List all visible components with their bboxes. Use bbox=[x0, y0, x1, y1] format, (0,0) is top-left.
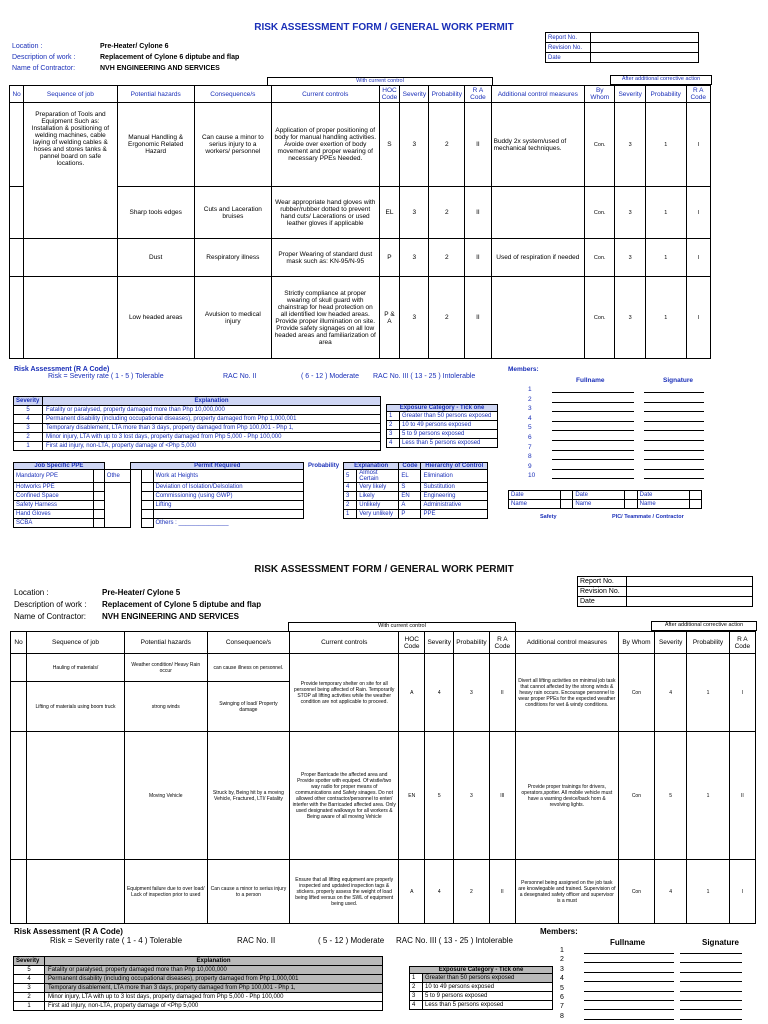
sequence-cell: Lifting of materials using boom truck bbox=[27, 682, 125, 732]
severity-table bbox=[13, 956, 383, 1011]
member-signature-field[interactable] bbox=[680, 953, 742, 954]
col-probability: Probability bbox=[454, 632, 490, 654]
ra-section bbox=[14, 927, 554, 947]
date-label: Date bbox=[546, 53, 591, 63]
ra-moderate: ( 5 - 12 ) Moderate bbox=[318, 936, 385, 945]
probability-text: Almost Certain bbox=[357, 470, 399, 483]
exposure-option[interactable]: 5 to 9 persons exposed bbox=[423, 992, 553, 1001]
pic-label: PIC/ Teammate / Contractor bbox=[612, 514, 684, 520]
severity-num: 5 bbox=[14, 966, 45, 975]
by-whom-cell: Con bbox=[618, 860, 654, 924]
date-label: Date bbox=[637, 491, 689, 500]
ra-after-cell: I bbox=[729, 860, 755, 924]
member-number: 7 bbox=[560, 1003, 564, 1011]
col-additional: Additional control measures bbox=[491, 86, 584, 103]
exposure-option[interactable]: Less than 5 persons exposed bbox=[423, 1001, 553, 1010]
ppe-item: SCBA bbox=[14, 519, 94, 528]
col-probability-after: Probability bbox=[645, 86, 686, 103]
ra-after-cell: II bbox=[729, 732, 755, 860]
ppe-item: Mandatory PPE bbox=[14, 470, 94, 483]
member-fullname-field[interactable] bbox=[584, 972, 674, 973]
controls-cell: Ensure that all lifting equipment are properly inspected and updated inspection tags & stickers. properly assess the weight of load being lifted versus on the SWL of equipment being used. bbox=[290, 860, 399, 924]
by-whom-cell: Con bbox=[618, 654, 654, 732]
contractor-label: Name of Contractor: bbox=[14, 611, 87, 621]
after-control-banner: After additional corrective action bbox=[651, 621, 757, 631]
members-label: Members: bbox=[540, 927, 578, 936]
ra-cell: II bbox=[465, 103, 491, 187]
exposure-num: 4 bbox=[387, 439, 400, 448]
member-number: 7 bbox=[528, 443, 532, 451]
hierarchy-header: Hierarchy of Control bbox=[421, 463, 488, 470]
probability-after-cell: 1 bbox=[687, 860, 729, 924]
ra-after-cell: I bbox=[686, 239, 710, 277]
additional-cell: Divert all lifting activities on minimal job task that cannot affected by the strong winds & heavy rain occurs. Encourage personnel to wear proper PPEs for the expected weather conditions for wet & windy conditions. bbox=[515, 654, 618, 732]
controls-cell: Wear appropriate hand gloves with rubber/rubber dotted to prevent hand cuts/ Lacerations or used leather gloves if applicable bbox=[271, 187, 379, 239]
members-section bbox=[540, 927, 760, 1024]
member-signature-field[interactable] bbox=[680, 1019, 742, 1020]
with-control-banner: With current control bbox=[267, 77, 493, 87]
probability-text: Unlikely bbox=[357, 501, 399, 510]
severity-num: 2 bbox=[14, 433, 43, 442]
revision-no-label: Revision No. bbox=[578, 587, 627, 597]
permit-header: Permit Required bbox=[131, 463, 304, 470]
consequence-cell: Swinging of load/ Property damage bbox=[207, 682, 290, 732]
hierarchy-text: Elimination bbox=[421, 470, 488, 483]
member-number: 3 bbox=[528, 405, 532, 413]
location-label: Location : bbox=[12, 43, 43, 50]
ra-cell: II bbox=[465, 187, 491, 239]
col-severity-after: Severity bbox=[615, 86, 645, 103]
ppe-other-label: Othe bbox=[104, 470, 131, 483]
severity-text: Minor injury, LTA with up to 3 lost days, property damaged from Php 5,000 - Php 100,000 bbox=[43, 433, 381, 442]
col-ra-code: R A Code bbox=[489, 632, 515, 654]
hazard-cell: Moving Vehicle bbox=[124, 732, 207, 860]
contractor-label: Name of Contractor: bbox=[12, 65, 76, 72]
consequence-cell: Avulsion to medical injury bbox=[194, 277, 271, 359]
after-control-banner: After additional corrective action bbox=[610, 75, 712, 85]
controls-cell: Proper Wearing of standard dust mask such as: KN-95/N-95 bbox=[271, 239, 379, 277]
member-signature-field[interactable] bbox=[680, 1000, 742, 1001]
member-number: 4 bbox=[560, 975, 564, 983]
ra-cell: II bbox=[465, 239, 491, 277]
severity-num: 4 bbox=[14, 415, 43, 424]
explanation-header: Explanation bbox=[45, 957, 383, 966]
ra-cell: II bbox=[489, 860, 515, 924]
exposure-header: Exposure Category - Tick one bbox=[410, 967, 553, 974]
probability-after-cell: 1 bbox=[687, 654, 729, 732]
hazard-cell: Weather condition/ Heavy Rain occur bbox=[124, 654, 207, 682]
member-number: 9 bbox=[528, 462, 532, 470]
severity-text: Fatality or paralysed, property damaged more than Php 10,000,000 bbox=[43, 406, 381, 415]
severity-after-cell: 3 bbox=[615, 187, 645, 239]
member-number: 8 bbox=[560, 1012, 564, 1020]
report-info-table bbox=[577, 576, 753, 607]
additional-cell: Buddy 2x system/used of mechanical techniques. bbox=[491, 103, 584, 187]
col-controls: Current controls bbox=[271, 86, 379, 103]
permit-item: Deviation of Isolation/Delsolation bbox=[153, 483, 304, 492]
ra-rac2: RAC No. II bbox=[223, 373, 257, 380]
member-signature-field[interactable] bbox=[680, 1009, 742, 1010]
exposure-table bbox=[409, 966, 553, 1010]
ra-cell: II bbox=[489, 654, 515, 732]
probability-cell: 3 bbox=[454, 732, 490, 860]
hoc-cell: EN bbox=[399, 732, 425, 860]
member-number: 8 bbox=[528, 453, 532, 461]
job-meta bbox=[14, 586, 261, 622]
exposure-num: 1 bbox=[410, 974, 423, 983]
location-value: Pre-Heater/ Cylone 6 bbox=[100, 43, 169, 50]
probability-text: Likely bbox=[357, 492, 399, 501]
by-whom-cell: Con. bbox=[585, 277, 615, 359]
probability-num: 4 bbox=[343, 483, 356, 492]
probability-cell: 3 bbox=[454, 654, 490, 732]
probability-text: Very unlikely bbox=[357, 510, 399, 519]
exposure-option[interactable]: 10 to 49 persons exposed bbox=[423, 983, 553, 992]
severity-text: First aid injury, non-LTA, property damage of <Php 5,000 bbox=[43, 442, 381, 451]
hazard-cell: Equipment failure due to over load/ Lack of inspection prior to used bbox=[124, 860, 207, 924]
probability-after-cell: 1 bbox=[645, 103, 686, 187]
member-signature-field[interactable] bbox=[680, 962, 742, 963]
sequence-cell: Preparation of Tools and Equipment Such as: Installation & positioning of welding machines, cable laying of welding cables & hoses and stores tanks & pannel board on safe locations. bbox=[24, 103, 117, 239]
severity-cell: 5 bbox=[425, 732, 454, 860]
probability-after-cell: 1 bbox=[645, 187, 686, 239]
member-fullname-field[interactable] bbox=[584, 1019, 674, 1020]
severity-text: Temporary disablement, LTA more than 3 days, property damaged from Php 100,001 - Php 1, bbox=[45, 984, 383, 993]
report-no-field[interactable] bbox=[627, 577, 753, 587]
col-ra-code-after: R A Code bbox=[686, 86, 710, 103]
code-value: S bbox=[399, 483, 421, 492]
severity-after-cell: 4 bbox=[655, 860, 687, 924]
severity-after-cell: 5 bbox=[655, 732, 687, 860]
col-probability-after: Probability bbox=[687, 632, 729, 654]
name-label: Name bbox=[637, 500, 689, 509]
additional-cell: Provide proper trainings for drivers, operators,spotter. All mobile vehicle must have a warning device/back horn & revolving lights. bbox=[515, 732, 618, 860]
exposure-num: 3 bbox=[410, 992, 423, 1001]
col-hazards: Potential hazards bbox=[117, 86, 194, 103]
severity-num: 3 bbox=[14, 984, 45, 993]
signature-label: Signature bbox=[663, 377, 693, 384]
member-number: 5 bbox=[528, 424, 532, 432]
form-title: RISK ASSESSMENT FORM / GENERAL WORK PERMIT bbox=[254, 564, 514, 575]
by-whom-cell: Con. bbox=[585, 239, 615, 277]
probability-cell: 2 bbox=[429, 103, 465, 187]
member-signature-field[interactable] bbox=[680, 972, 742, 973]
code-value: P bbox=[399, 510, 421, 519]
explanation-header: Explanation bbox=[43, 397, 381, 406]
signature-label: Signature bbox=[702, 938, 739, 947]
hazard-cell: Low headed areas bbox=[117, 277, 194, 359]
col-hazards: Potential hazards bbox=[124, 632, 207, 654]
severity-cell: 4 bbox=[425, 654, 454, 732]
exposure-num: 3 bbox=[387, 430, 400, 439]
exposure-option[interactable]: Greater than 50 persons exposed bbox=[400, 412, 498, 421]
exposure-option[interactable]: Less than 5 persons exposed bbox=[400, 439, 498, 448]
severity-text: Permanent disability (including occupational diseases), property damaged from Php 1,000,001 bbox=[43, 415, 381, 424]
consequence-cell: Can cause a minor to serius injury to a person bbox=[207, 860, 290, 924]
table-row bbox=[11, 732, 756, 860]
hierarchy-text: Engineering bbox=[421, 492, 488, 501]
col-hoc: HOC Code bbox=[399, 632, 425, 654]
severity-num: 1 bbox=[14, 442, 43, 451]
severity-num: 5 bbox=[14, 406, 43, 415]
work-label: Description of work : bbox=[14, 599, 87, 609]
contractor-value: NVH ENGINEERING AND SERVICES bbox=[100, 65, 220, 72]
controls-cell: Provide temporary shelter on site for all personnel being affected of Rain. Temporarily STOP all lifting activities while the weather condition are not applicable to proceed. bbox=[290, 654, 399, 732]
probability-cell: 2 bbox=[429, 277, 465, 359]
permit-others[interactable]: Others : _______________ bbox=[155, 520, 229, 527]
code-value: EN bbox=[399, 492, 421, 501]
severity-header: Severity bbox=[14, 957, 45, 966]
col-severity: Severity bbox=[400, 86, 429, 103]
col-sequence: Sequence of job bbox=[24, 86, 117, 103]
ra-after-cell: I bbox=[686, 103, 710, 187]
controls-cell: Proper Barricade the affected area and Provide spotter with equiped. Of wistle/two way radio for proper means of communications and Safety sinages. Do not allowed other contractor/personnel to enter/ interfer with the Barricaded affected area. Only used designated walkways for all workers & Being aware of all moving Vehicle bbox=[290, 732, 399, 860]
ra-after-cell: I bbox=[729, 654, 755, 732]
ppe-item: Hand Gloves bbox=[14, 510, 94, 519]
exposure-option[interactable]: 5 to 9 persons exposed bbox=[400, 430, 498, 439]
consequence-cell: Can cause a minor to serius injury to a workers/ personnel bbox=[194, 103, 271, 187]
sequence-cell: Hauling of materials/ bbox=[27, 654, 125, 682]
member-fullname-field[interactable] bbox=[584, 1009, 674, 1010]
code-value: EL bbox=[399, 470, 421, 483]
severity-cell: 3 bbox=[400, 239, 429, 277]
hoc-cell: A bbox=[399, 860, 425, 924]
ra-intolerable: RAC No. III ( 13 - 25 ) Intolerable bbox=[373, 373, 476, 380]
consequence-cell: Cuts and Laceration bruises bbox=[194, 187, 271, 239]
permit-item: Commissioning (using GWP) bbox=[153, 492, 304, 501]
date-label: Date bbox=[573, 491, 625, 500]
ppe-header: Job Specific PPE bbox=[14, 463, 105, 470]
ra-title: Risk Assessment (R A Code) bbox=[14, 927, 123, 936]
consequence-cell: can cause illness on personnel. bbox=[207, 654, 290, 682]
severity-text: Permanent disability (including occupational diseases), property damaged from Php 1,000,001 bbox=[45, 975, 383, 984]
severity-text: Fatality or paralysed, property damaged more than Php 10,000,000 bbox=[45, 966, 383, 975]
ra-after-cell: I bbox=[686, 187, 710, 239]
date-field[interactable] bbox=[627, 597, 753, 607]
consequence-cell: Struck by, Being hit by a moving Vehicle, Fractured, LTI/ Fatality bbox=[207, 732, 290, 860]
member-fullname-field[interactable] bbox=[584, 991, 674, 992]
fullname-label: Fullname bbox=[610, 938, 646, 947]
member-fullname-field[interactable] bbox=[584, 962, 674, 963]
additional-cell: Used of respiration if needed bbox=[491, 239, 584, 277]
hazard-table bbox=[10, 631, 756, 924]
by-whom-cell: Con. bbox=[585, 187, 615, 239]
col-severity: Severity bbox=[425, 632, 454, 654]
controls-cell: Strictly compliance at proper wearing of skull guard with chainstrap for head protection on all identified low headed areas. Provide proper illumination on site. Provide safety signages on all low headed areas and familiarization of area bbox=[271, 277, 379, 359]
member-fullname-field[interactable] bbox=[584, 981, 674, 982]
permit-item: Lifting bbox=[153, 501, 304, 510]
col-hoc: HOC Code bbox=[379, 86, 400, 103]
fullname-label: Fullname bbox=[576, 377, 605, 384]
work-value: Replacement of Cylone 6 diptube and flap bbox=[100, 54, 240, 61]
member-number: 2 bbox=[560, 956, 564, 964]
ra-rac2: RAC No. II bbox=[237, 936, 276, 945]
member-signature-field[interactable] bbox=[680, 981, 742, 982]
hierarchy-text: Administrative bbox=[421, 501, 488, 510]
hazard-cell: strong winds bbox=[124, 682, 207, 732]
revision-no-field[interactable] bbox=[627, 587, 753, 597]
probability-num: 5 bbox=[343, 470, 356, 483]
hazard-cell: Dust bbox=[117, 239, 194, 277]
severity-cell: 3 bbox=[400, 187, 429, 239]
probability-after-cell: 1 bbox=[645, 239, 686, 277]
exposure-option[interactable]: Greater than 50 persons exposed bbox=[423, 974, 553, 983]
col-consequence: Consequence/s bbox=[207, 632, 290, 654]
exposure-option[interactable]: 10 to 49 persons exposed bbox=[400, 421, 498, 430]
probability-cell: 2 bbox=[429, 187, 465, 239]
probability-num: 2 bbox=[343, 501, 356, 510]
exposure-num: 2 bbox=[387, 421, 400, 430]
member-number: 6 bbox=[528, 434, 532, 441]
col-additional: Additional control measures bbox=[515, 632, 618, 654]
col-controls: Current controls bbox=[290, 632, 399, 654]
work-label: Description of work : bbox=[12, 54, 76, 61]
severity-num: 4 bbox=[14, 975, 45, 984]
severity-num: 1 bbox=[14, 1002, 45, 1011]
member-number: 3 bbox=[560, 965, 564, 973]
severity-after-cell: 3 bbox=[615, 239, 645, 277]
name-label: Name bbox=[509, 500, 561, 509]
controls-cell: Application of proper positioning of body for manual handling activities. Avoide over exertion of body movement and proper wearing of necessary PPEs Needed. bbox=[271, 103, 379, 187]
ra-intolerable: RAC No. III ( 13 - 25 ) Intolerable bbox=[396, 936, 513, 945]
severity-text: First aid injury, non-LTA, property damage of <Php 5,000 bbox=[45, 1002, 383, 1011]
location-label: Location : bbox=[14, 587, 49, 597]
probability-cell: 2 bbox=[454, 860, 490, 924]
ppe-item: Hotworks PPE bbox=[14, 483, 94, 492]
severity-cell: 4 bbox=[425, 860, 454, 924]
exposure-num: 2 bbox=[410, 983, 423, 992]
col-ra-code: R A Code bbox=[465, 86, 491, 103]
exposure-header: Exposure Category - Tick one bbox=[387, 405, 498, 412]
member-fullname-field[interactable] bbox=[584, 953, 674, 954]
probability-cell: 2 bbox=[429, 239, 465, 277]
ra-cell: II bbox=[465, 277, 491, 359]
hoc-cell: P bbox=[379, 239, 400, 277]
member-fullname-field[interactable] bbox=[584, 1000, 674, 1001]
severity-header: Severity bbox=[14, 397, 43, 406]
hoc-cell: A bbox=[399, 654, 425, 732]
probability-after-cell: 1 bbox=[645, 277, 686, 359]
col-sequence: Sequence of job bbox=[27, 632, 125, 654]
with-control-banner: With current control bbox=[288, 622, 516, 632]
severity-num: 2 bbox=[14, 993, 45, 1002]
col-no: No bbox=[10, 86, 24, 103]
code-value: A bbox=[399, 501, 421, 510]
probability-num: 1 bbox=[343, 510, 356, 519]
severity-text: Temporary disablement, LTA more than 3 days, property damaged from Php 100,001 - Php 1, bbox=[43, 424, 381, 433]
col-by-whom: By Whom bbox=[585, 86, 615, 103]
ppe-item: Confined Space bbox=[14, 492, 94, 501]
member-number: 4 bbox=[528, 414, 532, 422]
probability-num: 3 bbox=[343, 492, 356, 501]
explanation-header: Explanation bbox=[343, 463, 398, 470]
hoc-cell: EL bbox=[379, 187, 400, 239]
report-no-label: Report No. bbox=[578, 577, 627, 587]
ra-tolerable: Risk = Severity rate ( 1 - 4 ) Tolerable bbox=[50, 936, 183, 945]
member-number: 1 bbox=[528, 386, 532, 393]
date-label: Date bbox=[578, 597, 627, 607]
member-number: 10 bbox=[528, 472, 536, 480]
work-value: Replacement of Cylone 5 diptube and flap bbox=[102, 599, 262, 609]
permit-item: Work at Heights bbox=[153, 470, 304, 483]
col-ra-code-after: R A Code bbox=[729, 632, 755, 654]
severity-cell: 3 bbox=[400, 277, 429, 359]
hoc-cell: S bbox=[379, 103, 400, 187]
ra-title: Risk Assessment (R A Code) bbox=[14, 366, 110, 373]
ra-moderate: ( 6 - 12 ) Moderate bbox=[301, 373, 359, 380]
probability-text: Very likely bbox=[357, 483, 399, 492]
code-header: Code bbox=[399, 463, 421, 470]
probability-header: Probability bbox=[304, 463, 344, 470]
by-whom-cell: Con bbox=[618, 732, 654, 860]
revision-no-label: Revision No. bbox=[546, 43, 591, 53]
severity-after-cell: 4 bbox=[655, 654, 687, 732]
probability-after-cell: 1 bbox=[687, 732, 729, 860]
member-number: 2 bbox=[528, 395, 532, 403]
exposure-num: 1 bbox=[387, 412, 400, 421]
severity-after-cell: 3 bbox=[615, 103, 645, 187]
severity-after-cell: 3 bbox=[615, 277, 645, 359]
members-label: Members: bbox=[508, 366, 539, 373]
table-row bbox=[11, 860, 756, 924]
severity-text: Minor injury, LTA with up to 3 lost days, property damaged from Php 5,000 - Php 100,000 bbox=[45, 993, 383, 1002]
ra-after-cell: I bbox=[686, 277, 710, 359]
hierarchy-text: PPE bbox=[421, 510, 488, 519]
additional-cell: Personnel being assigned on the job task are knowlegable and trained. Supervision of a desegnated safety officer and supervisor is a must bbox=[515, 860, 618, 924]
safety-label: Safety bbox=[540, 514, 557, 520]
date-label: Date bbox=[509, 491, 561, 500]
by-whom-cell: Con. bbox=[585, 103, 615, 187]
member-signature-field[interactable] bbox=[680, 991, 742, 992]
contractor-value: NVH ENGINEERING AND SERVICES bbox=[102, 611, 239, 621]
name-label: Name bbox=[573, 500, 625, 509]
col-consequence: Consequence/s bbox=[194, 86, 271, 103]
ra-cell: III bbox=[489, 732, 515, 860]
member-number: 1 bbox=[560, 947, 564, 954]
ppe-item: Safety Harness bbox=[14, 501, 94, 510]
location-value: Pre-Heater/ Cylone 5 bbox=[102, 587, 181, 597]
severity-num: 3 bbox=[14, 424, 43, 433]
severity-cell: 3 bbox=[400, 103, 429, 187]
consequence-cell: Respiratory illness bbox=[194, 239, 271, 277]
exposure-num: 4 bbox=[410, 1001, 423, 1010]
member-number: 5 bbox=[560, 984, 564, 992]
col-severity-after: Severity bbox=[655, 632, 687, 654]
col-no: No bbox=[11, 632, 27, 654]
hoc-cell: P & A bbox=[379, 277, 400, 359]
member-number: 6 bbox=[560, 994, 564, 1001]
col-probability: Probability bbox=[429, 86, 465, 103]
hazard-cell: Manual Handling & Ergonomic Related Hazard bbox=[117, 103, 194, 187]
ra-tolerable: Risk = Severity rate ( 1 - 5 ) Tolerable bbox=[48, 373, 164, 380]
hierarchy-text: Substitution bbox=[421, 483, 488, 492]
table-row bbox=[11, 654, 756, 682]
col-by-whom: By Whom bbox=[618, 632, 654, 654]
hazard-cell: Sharp tools edges bbox=[117, 187, 194, 239]
form-title: RISK ASSESSMENT FORM / GENERAL WORK PERMIT bbox=[254, 22, 514, 33]
report-no-label: Report No. bbox=[546, 33, 591, 43]
